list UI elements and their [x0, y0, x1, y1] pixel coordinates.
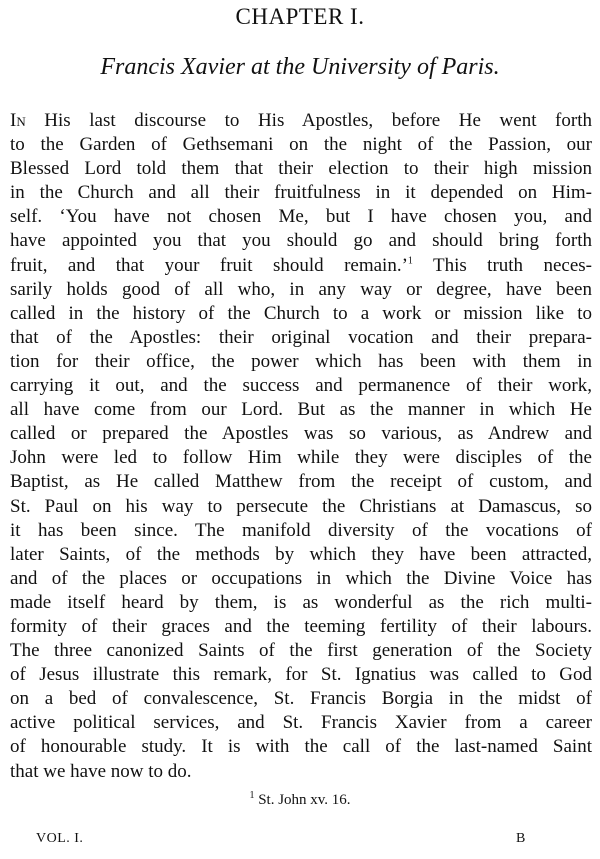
text-line: all have come from our Lord. But as the manner in which He — [10, 399, 592, 421]
text-line: in the Church and all their fruitfulness in it depended on Him- — [10, 182, 592, 204]
text-line — [10, 109, 592, 133]
text-line: carrying it out, and the success and permanence of their work, — [10, 375, 592, 397]
text-line: John were led to follow Him while they were disciples of the — [10, 447, 592, 469]
text-line: to the Garden of Gethsemani on the night of the Passion, our — [10, 134, 592, 156]
text-line: and of the places or occupations in which the Divine Voice has — [10, 567, 592, 589]
text-line: called or prepared the Apostles was so various, as Andrew and — [10, 423, 592, 445]
text-line: that we have now to do. — [10, 760, 192, 782]
text-line: on a bed of convalescence, St. Francis Borgia in the midst of — [10, 688, 592, 710]
text-line: Baptist, as He called Matthew from the receipt of custom, and — [10, 471, 592, 493]
body-text — [10, 109, 592, 784]
text-line: of Jesus illustrate this remark, for St. Ignatius was called to God — [10, 664, 592, 686]
chapter-title: CHAPTER I. — [235, 4, 365, 29]
text-line: made itself heard by them, is as wonderful as the rich multi- — [10, 591, 592, 613]
text-line: it has been since. The manifold diversity of the vocations of — [10, 519, 592, 541]
line-text: fruit, and that your fruit should remain.’ — [10, 254, 408, 276]
chapter-subtitle: Francis Xavier at the University of Paris. — [100, 54, 500, 80]
text-line: tion for their office, the power which has been with them in — [10, 350, 592, 372]
drop-word: In — [10, 110, 26, 131]
text-line: The three canonized Saints of the first generation of the Society — [10, 640, 592, 662]
text-line: formity of their graces and the teeming fertility of their labours. — [10, 615, 592, 637]
text-line: have appointed you that you should go and should bring forth — [10, 230, 592, 252]
text-line: Blessed Lord told them that their election to their high mission — [10, 158, 592, 180]
footnote-text: St. John xv. 16. — [254, 792, 351, 808]
text-line — [10, 254, 592, 278]
text-line: that of the Apostles: their original vocation and their prepara- — [10, 326, 592, 348]
text-line: St. Paul on his way to persecute the Christians at Damascus, so — [10, 495, 592, 517]
footnote-mark: 1 — [249, 790, 255, 801]
text-line: sarily holds good of all who, in any way or degree, have been — [10, 278, 592, 300]
line-text: This truth neces- — [412, 254, 592, 276]
text-line: called in the history of the Church to a work or mission like to — [10, 302, 592, 324]
text-line: of honourable study. It is with the call of the last-named Saint — [10, 736, 592, 758]
text-line: later Saints, of the methods by which they have been attracted, — [10, 543, 592, 565]
text-line: active political services, and St. Francis Xavier from a career — [10, 712, 592, 734]
footnote-ref: 1 — [407, 255, 413, 267]
volume-signature: VOL. I. — [36, 831, 84, 846]
text-line: self. ‘You have not chosen Me, but I have chosen you, and — [10, 206, 592, 228]
footnote — [0, 792, 600, 809]
gathering-signature: B — [516, 831, 526, 846]
line-text: His last discourse to His Apostles, before He went forth — [25, 110, 592, 131]
